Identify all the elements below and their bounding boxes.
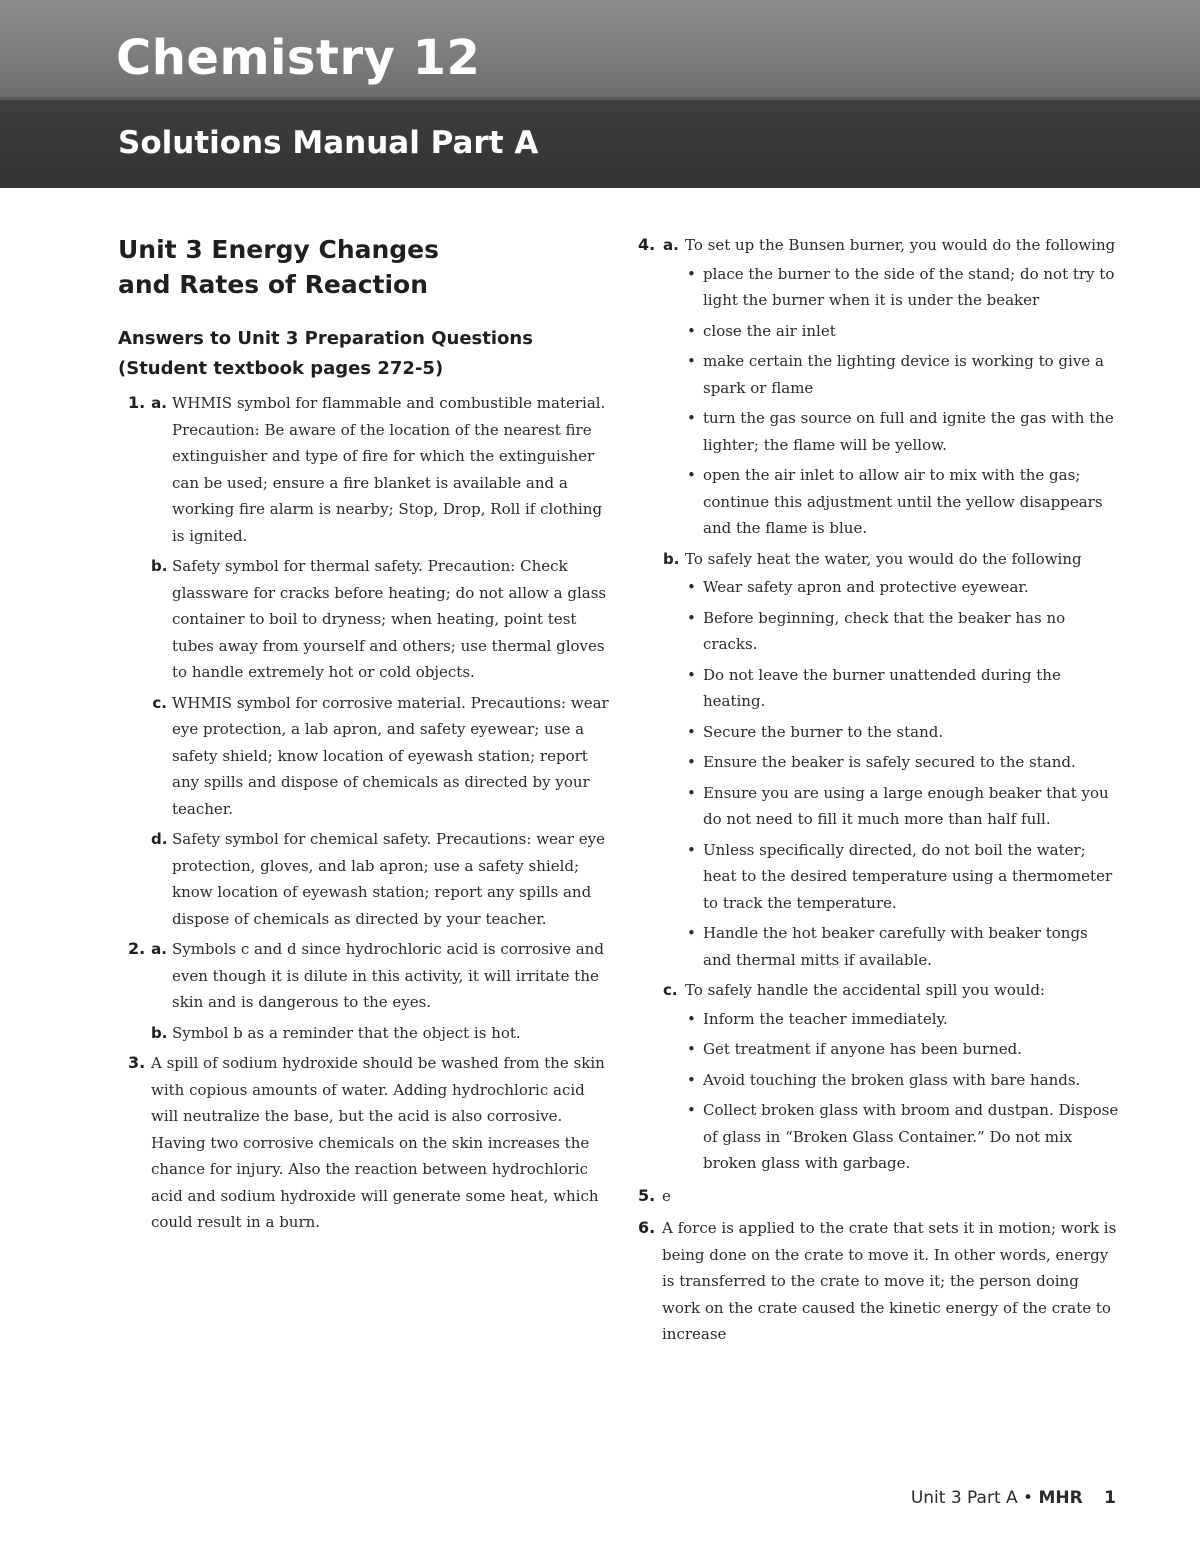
book-subtitle: Solutions Manual Part A bbox=[118, 125, 539, 161]
question-part bbox=[151, 1020, 610, 1047]
question-2 bbox=[118, 936, 610, 1046]
question-part bbox=[151, 390, 610, 549]
bullet-item: • Ensure you are using a large enough beaker that you do not need to fill it much more than half full. bbox=[703, 780, 1120, 833]
part-letter: a. bbox=[151, 394, 167, 412]
footer-label: Unit 3 Part A • bbox=[910, 1488, 1034, 1508]
page-footer bbox=[911, 1488, 1116, 1508]
question-number: 5. bbox=[638, 1185, 656, 1205]
part-text: WHMIS symbol for corrosive material. Precautions: wear eye protection, a lab apron, and safety eyewear; use a safety shield; know location of eyewash station; report any spills and dispose of chemicals as directed by your teacher. bbox=[172, 693, 609, 818]
bullet-item: • Unless specifically directed, do not boil the water; heat to the desired temperature using a thermometer to track the temperature. bbox=[703, 837, 1120, 917]
bullet-list bbox=[685, 574, 1120, 973]
right-column bbox=[638, 232, 1120, 1354]
header-band bbox=[0, 0, 1200, 188]
part-intro: To safely heat the water, you would do the following bbox=[685, 549, 1082, 568]
part-text: Safety symbol for chemical safety. Precautions: wear eye protection, gloves, and lab apron; use a safety shield; know location of eyewash station; report any spills and dispose of chemicals as directed by your teacher. bbox=[172, 830, 606, 928]
part-letter: b. bbox=[151, 1023, 168, 1042]
bullet-list bbox=[685, 1006, 1120, 1177]
question-part bbox=[151, 826, 610, 932]
part-text: Safety symbol for thermal safety. Precaution: Check glassware for cracks before heating; do not allow a glass container to boil to dryness; when heating, point test tubes away from yourself and others; use thermal gloves to handle extremely hot or cold objects. bbox=[172, 557, 607, 681]
part-text: Symbols c and d since hydrochloric acid is corrosive and even though it is dilute in this activity, it will irritate the skin and is dangerous to the eyes. bbox=[172, 940, 604, 1011]
section-title: Answers to Unit 3 Preparation Questions bbox=[118, 328, 533, 349]
unit-title-line1: Unit 3 Energy Changes bbox=[118, 235, 440, 264]
bullet-item: • Handle the hot beaker carefully with beaker tongs and thermal mitts if available. bbox=[703, 920, 1120, 973]
bullet-item: • Do not leave the burner unattended during the heating. bbox=[703, 662, 1120, 715]
question-text: A spill of sodium hydroxide should be washed from the skin with copious amounts of water. Adding hydrochloric acid will neutralize the base, but the acid is also corrosive. Having two corrosive chemicals on the skin increases the chance for injury. Also the reaction between hydrochloric acid and sodium hydroxide will generate some heat, which could result in a burn. bbox=[151, 1054, 605, 1231]
bullet-item: • Secure the burner to the stand. bbox=[703, 719, 1120, 746]
page-number: 1 bbox=[1104, 1488, 1116, 1508]
bullet-item: • Inform the teacher immediately. bbox=[703, 1006, 1120, 1033]
question-number: 1. bbox=[128, 393, 146, 412]
part-letter: c. bbox=[152, 693, 167, 712]
question-part bbox=[151, 553, 610, 686]
bullet-item: • open the air inlet to allow air to mix with the gas; continue this adjustment until the yellow disappears and the flame is blue. bbox=[703, 462, 1120, 542]
bullet-list bbox=[685, 261, 1120, 542]
bullet-item: • Wear safety apron and protective eyewear. bbox=[703, 574, 1120, 601]
question-number: 2. bbox=[128, 939, 146, 958]
section-pages: (Student textbook pages 272-5) bbox=[118, 358, 444, 379]
bullet-item: • Avoid touching the broken glass with bare hands. bbox=[703, 1067, 1120, 1094]
question-part bbox=[663, 977, 1120, 1177]
part-text: Symbol b as a reminder that the object is hot. bbox=[172, 1023, 521, 1042]
part-letter: c. bbox=[663, 981, 678, 999]
bullet-item: • turn the gas source on full and ignite the gas with the lighter; the flame will be yellow. bbox=[703, 405, 1120, 458]
question-number: 4. bbox=[638, 235, 656, 254]
part-text: WHMIS symbol for flammable and combustible material. Precaution: Be aware of the location of the nearest fire extinguisher and type of fire for which the extinguisher can be used; ensure a fire blanket is available and a working fire alarm is nearby; Stop, Drop, Roll if clothing is ignited. bbox=[172, 394, 606, 545]
part-letter: a. bbox=[151, 940, 167, 958]
question-6 bbox=[638, 1215, 1120, 1348]
question-part bbox=[151, 690, 610, 823]
question-part bbox=[151, 936, 610, 1016]
bullet-item: • Get treatment if anyone has been burned. bbox=[703, 1036, 1120, 1063]
question-text: e bbox=[662, 1186, 671, 1205]
question-5 bbox=[638, 1183, 1120, 1210]
unit-title-line2: and Rates of Reaction bbox=[118, 270, 429, 299]
bullet-item: • place the burner to the side of the stand; do not try to light the burner when it is under the beaker bbox=[703, 261, 1120, 314]
book-title: Chemistry 12 bbox=[116, 30, 481, 86]
part-letter: a. bbox=[663, 236, 679, 254]
bullet-item: • Collect broken glass with broom and dustpan. Dispose of glass in “Broken Glass Container.” Do not mix broken glass with garbage. bbox=[703, 1097, 1120, 1177]
bullet-item: • Ensure the beaker is safely secured to the stand. bbox=[703, 749, 1120, 776]
question-number: 3. bbox=[128, 1053, 146, 1072]
question-number: 6. bbox=[638, 1218, 656, 1237]
bullet-item: • make certain the lighting device is working to give a spark or flame bbox=[703, 348, 1120, 401]
left-column bbox=[118, 232, 610, 1240]
part-letter: b. bbox=[663, 549, 680, 568]
unit-title bbox=[118, 232, 610, 302]
part-intro: To set up the Bunsen burner, you would do the following bbox=[685, 236, 1116, 254]
question-4 bbox=[638, 232, 1120, 1177]
part-letter: d. bbox=[151, 830, 168, 848]
bullet-item: • Before beginning, check that the beaker has no cracks. bbox=[703, 605, 1120, 658]
question-1 bbox=[118, 390, 610, 932]
bullet-item: • close the air inlet bbox=[703, 318, 1120, 345]
question-3 bbox=[118, 1050, 610, 1236]
question-text: A force is applied to the crate that sets it in motion; work is being done on the crate to move it. In other words, energy is transferred to the crate to move it; the person doing work on the crate caused the kinetic energy of the crate to increase bbox=[662, 1219, 1117, 1343]
part-intro: To safely handle the accidental spill you would: bbox=[685, 981, 1045, 999]
question-part bbox=[663, 232, 1120, 542]
part-letter: b. bbox=[151, 557, 168, 575]
question-part bbox=[663, 546, 1120, 974]
publisher-name: MHR bbox=[1038, 1488, 1083, 1508]
